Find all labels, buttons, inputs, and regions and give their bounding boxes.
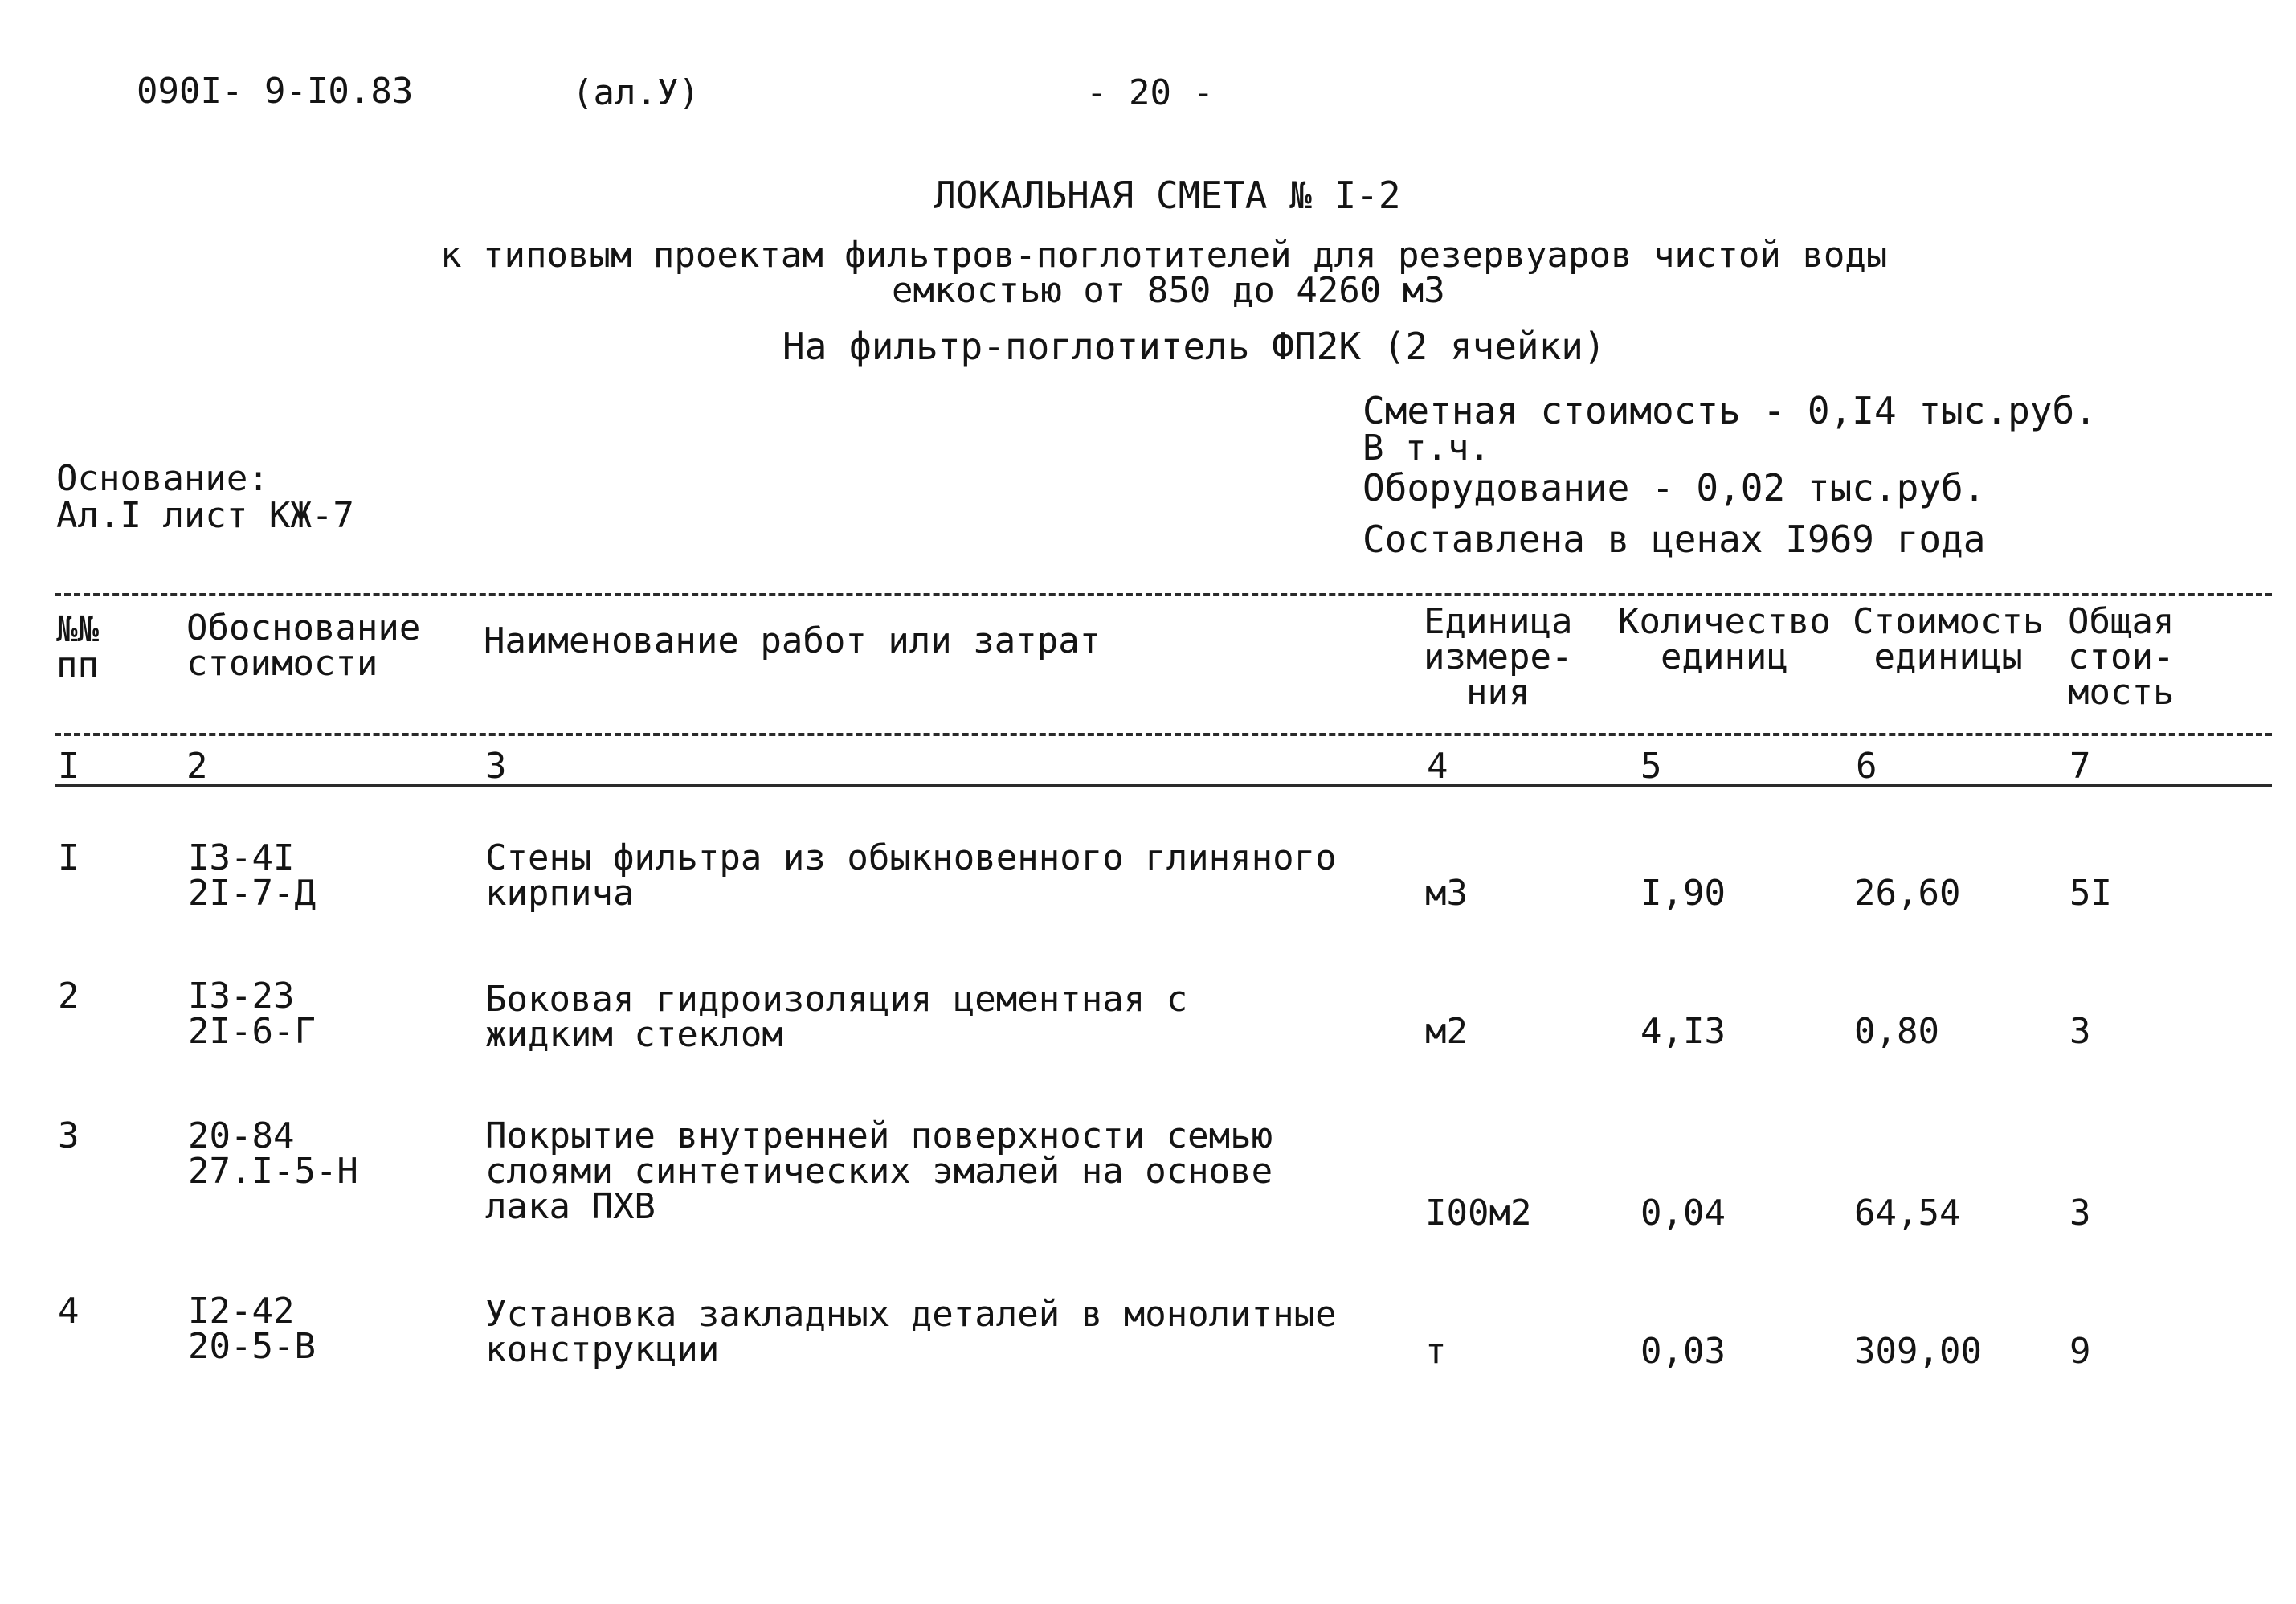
- row-number: 4: [58, 1291, 80, 1332]
- row-unit-cost: 309,00: [1854, 1331, 1982, 1372]
- column-number: 6: [1856, 746, 1877, 787]
- row-qty: I,90: [1640, 873, 1726, 914]
- album-label: (ал.У): [572, 72, 700, 113]
- basis-value: Ал.I лист КЖ-7: [56, 495, 354, 536]
- price-base-note: Составлена в ценах I969 года: [1362, 518, 1986, 561]
- estimated-cost: Сметная стоимость - 0,I4 тыс.руб.: [1362, 389, 2097, 432]
- estimate-subtitle-line3: На фильтр-поглотитель ФП2К (2 ячейки): [782, 325, 1606, 368]
- row-name: Покрытие внутренней поверхности семью слоями синтетических эмалей на основе лака ПХВ: [485, 1115, 1273, 1227]
- row-total: 3: [2069, 1193, 2091, 1234]
- basis-label: Основание:: [56, 458, 269, 499]
- header-name: Наименование работ или затрат: [484, 620, 1101, 661]
- document-code: 090I- 9-I0.83: [137, 71, 414, 112]
- row-qty: 0,03: [1640, 1331, 1726, 1372]
- including-label: В т.ч.: [1362, 428, 1490, 469]
- estimate-title: ЛОКАЛЬНАЯ СМЕТА № I-2: [934, 174, 1401, 217]
- table-top-rule: [55, 593, 2272, 596]
- row-unit-cost: 64,54: [1854, 1193, 1961, 1234]
- row-unit: м3: [1425, 873, 1468, 914]
- row-number: 3: [58, 1115, 80, 1156]
- column-number: I: [58, 746, 80, 787]
- row-unit-cost: 0,80: [1854, 1011, 1939, 1052]
- table-header-rule: [55, 733, 2272, 736]
- row-name: Стены фильтра из обыкновенного глиняного кирпича: [485, 837, 1337, 914]
- row-name: Боковая гидроизоляция цементная с жидким стеклом: [485, 979, 1188, 1055]
- header-total: Общая стои- мость: [2068, 601, 2175, 713]
- header-unit-cost: Стоимость единицы: [1853, 601, 2045, 677]
- row-number: I: [58, 837, 80, 878]
- row-basis: I3-23 2I-6-Г: [188, 976, 316, 1052]
- column-number: 2: [186, 746, 208, 787]
- row-unit-cost: 26,60: [1854, 873, 1961, 914]
- column-number: 7: [2069, 746, 2091, 787]
- row-number: 2: [58, 976, 80, 1017]
- header-unit: Единица измере- ния: [1424, 601, 1573, 713]
- row-unit: I00м2: [1425, 1193, 1532, 1234]
- row-total: 5I: [2069, 873, 2112, 914]
- row-qty: 4,I3: [1640, 1011, 1726, 1052]
- estimate-subtitle-line1: к типовым проектам фильтров-поглотителей для резервуаров чистой воды: [440, 235, 1888, 276]
- page-number: - 20 -: [1086, 72, 1214, 113]
- column-number: 3: [485, 746, 507, 787]
- row-qty: 0,04: [1640, 1193, 1726, 1234]
- row-total: 9: [2069, 1331, 2091, 1372]
- row-name: Установка закладных деталей в монолитные конструкции: [485, 1294, 1337, 1370]
- row-basis: I3-4I 2I-7-Д: [188, 837, 316, 914]
- row-unit: м2: [1425, 1011, 1468, 1052]
- column-numbers-rule: [55, 784, 2272, 787]
- row-total: 3: [2069, 1011, 2091, 1052]
- header-qty: Количество единиц: [1618, 601, 1831, 677]
- column-number: 5: [1640, 746, 1662, 787]
- header-basis: Обоснование стоимости: [186, 608, 421, 684]
- column-number: 4: [1427, 746, 1448, 787]
- row-basis: I2-42 20-5-В: [188, 1291, 316, 1367]
- estimate-subtitle-line2: емкостью от 850 до 4260 м3: [892, 270, 1445, 311]
- row-basis: 20-84 27.I-5-Н: [188, 1115, 358, 1192]
- row-unit: т: [1425, 1331, 1447, 1372]
- equipment-cost: Оборудование - 0,02 тыс.руб.: [1362, 466, 1986, 509]
- header-num: №№ пп: [56, 609, 99, 685]
